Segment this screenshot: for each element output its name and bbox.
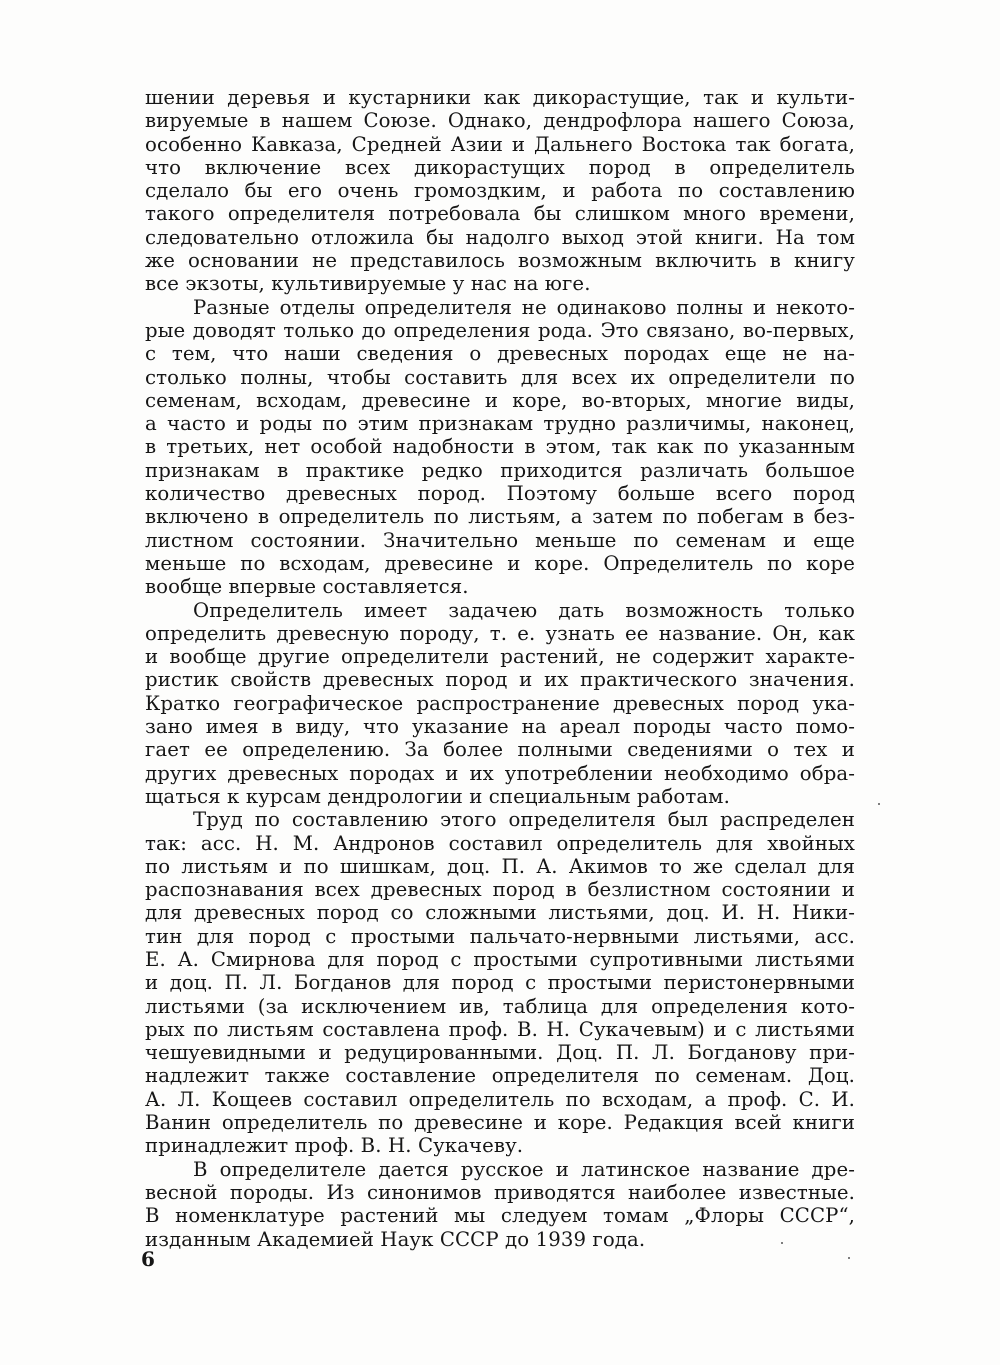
text-line: А. Л. Кощеев составил определитель по всходам, а проф. С. И. bbox=[145, 1087, 855, 1111]
scan-speck bbox=[878, 803, 880, 805]
text-line: количество древесных пород. Поэтому больше всего пород bbox=[145, 482, 855, 506]
text-line: семенам, всходам, древесине и коре, во-вторых, многие виды, bbox=[145, 388, 855, 412]
text-line: вообще впервые составляется. bbox=[145, 575, 469, 599]
text-line: Определитель имеет задачею дать возможность только bbox=[193, 598, 855, 622]
text-line: определить древесную породу, т. е. узнать ее название. Он, как bbox=[145, 621, 855, 645]
text-line: меньше по всходам, древесине и коре. Определитель по коре bbox=[145, 551, 855, 575]
text-line: Разные отделы определителя не одинаково полны и некото- bbox=[193, 295, 855, 319]
text-line: в третьих, нет особой надобности в этом, так как по указанным bbox=[145, 435, 855, 459]
text-line: листном состоянии. Значительно меньше по семенам и еще bbox=[145, 528, 855, 552]
text-line: листьями (за исключением ив, таблица для определения кото- bbox=[145, 994, 855, 1018]
text-line: и вообще другие определители растений, не содержит характе- bbox=[145, 645, 855, 669]
text-line: же основании не представилось возможным включить в книгу bbox=[145, 249, 855, 273]
text-line: вируемые в нашем Союзе. Однако, дендрофлора нашего Союза, bbox=[145, 109, 855, 133]
text-line: весной породы. Из синонимов приводятся наиболее известные. bbox=[145, 1180, 855, 1204]
scan-speck bbox=[781, 1242, 783, 1244]
text-line: Труд по составлению этого определителя был распределен bbox=[193, 808, 855, 832]
text-line: надлежит также составление определителя по семенам. Доц. bbox=[145, 1064, 855, 1088]
scan-speck bbox=[848, 1257, 850, 1259]
text-line: все экзоты, культивируемые у нас на юге. bbox=[145, 272, 591, 296]
text-line: тин для пород с простыми пальчато-нервными листьями, асс. bbox=[145, 924, 855, 948]
text-line: так: асс. Н. М. Андронов составил определитель для хвойных bbox=[145, 831, 855, 855]
text-line: гает ее определению. За более полными сведениями о тех и bbox=[145, 738, 855, 762]
text-line: столько полны, чтобы составить для всех их определители по bbox=[145, 365, 855, 389]
text-line: включено в определитель по листьям, а затем по побегам в без- bbox=[145, 505, 855, 529]
text-line: для древесных пород со сложными листьями, доц. И. Н. Ники- bbox=[145, 901, 855, 925]
text-line: и доц. П. Л. Богданов для пород с простыми перистонервными bbox=[145, 971, 855, 995]
page-number: 6 bbox=[141, 1247, 155, 1271]
text-line: по листьям и по шишкам, доц. П. А. Акимов то же сделал для bbox=[145, 854, 855, 878]
text-line: что включение всех дикорастущих пород в определитель bbox=[145, 155, 855, 179]
text-line: такого определителя потребовала бы слишком много времени, bbox=[145, 202, 855, 226]
text-line: ристик свойств древесных пород и их практического значения. bbox=[145, 668, 855, 692]
text-line: изданным Академией Наук СССР до 1939 года. bbox=[145, 1227, 646, 1251]
text-line: В определителе дается русское и латинское название дре- bbox=[193, 1157, 855, 1181]
text-line: Ванин определитель по древесине и коре. Редакция всей книги bbox=[145, 1111, 855, 1135]
text-line: а часто и роды по этим признакам трудно различимы, наконец, bbox=[145, 412, 855, 436]
text-line: признакам в практике редко приходится различать большое bbox=[145, 458, 855, 482]
text-line: Е. А. Смирнова для пород с простыми супротивными листьями bbox=[145, 947, 855, 971]
text-line: следовательно отложила бы надолго выход этой книги. На том bbox=[145, 225, 855, 249]
text-line: других древесных породах и их употреблении необходимо обра- bbox=[145, 761, 855, 785]
text-line: Кратко географическое распространение древесных пород ука- bbox=[145, 691, 855, 715]
text-line: сделало бы его очень громоздким, и работа по составлению bbox=[145, 179, 855, 203]
text-line: чешуевидными и редуцированными. Доц. П. Л. Богданову при- bbox=[145, 1041, 855, 1065]
text-line: В номенклатуре растений мы следуем томам „Флоры СССР“, bbox=[145, 1204, 855, 1228]
text-line: рые доводят только до определения рода. Это связано, во-первых, bbox=[145, 318, 855, 342]
text-line: с тем, что наши сведения о древесных породах еще не на- bbox=[145, 342, 855, 366]
text-line: щаться к курсам дендрологии и специальным работам. bbox=[145, 784, 730, 808]
text-line: рых по листьям составлена проф. В. Н. Сукачевым) и с листьями bbox=[145, 1017, 855, 1041]
text-line: зано имея в виду, что указание на ареал породы часто помо- bbox=[145, 715, 855, 739]
text-line: особенно Кавказа, Средней Азии и Дальнего Востока так богата, bbox=[145, 132, 855, 156]
text-line: распознавания всех древесных пород в безлистном состоянии и bbox=[145, 878, 855, 902]
body-text bbox=[145, 86, 855, 1251]
text-line: принадлежит проф. В. Н. Сукачеву. bbox=[145, 1134, 524, 1158]
text-line: шении деревья и кустарники как дикорастущие, так и культи- bbox=[145, 86, 855, 109]
